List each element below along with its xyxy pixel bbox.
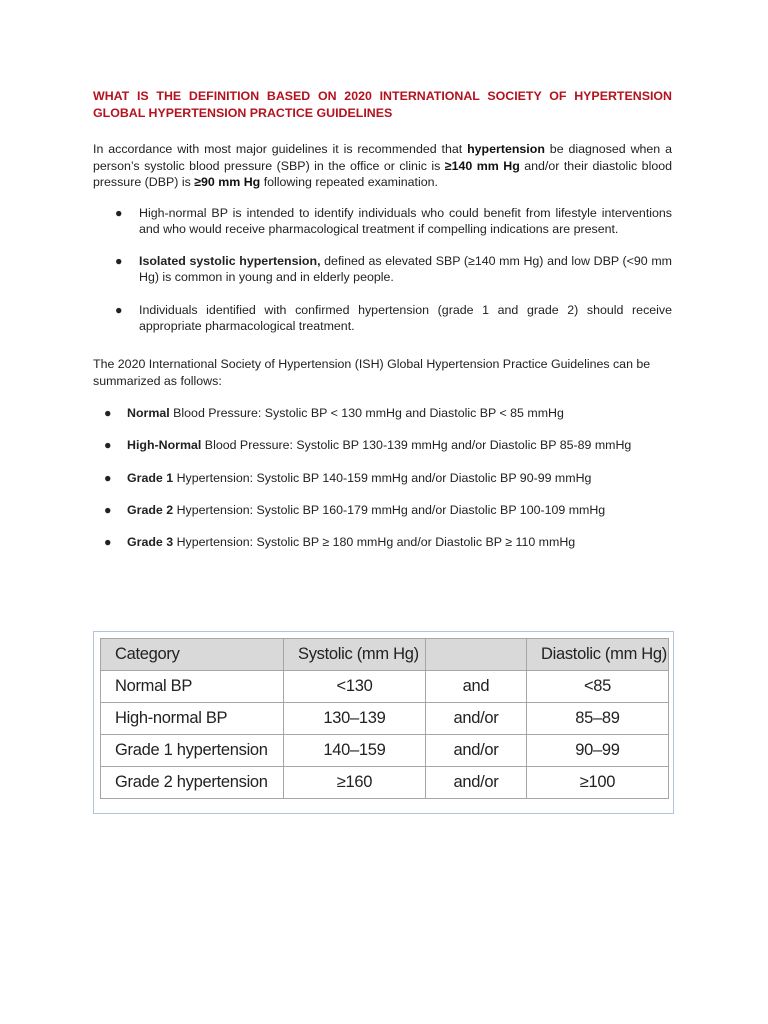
- list-item-text: Blood Pressure: Systolic BP 130-139 mmHg and/or Diastolic BP 85-89 mmHg: [201, 438, 632, 453]
- table-cell: High-normal BP: [101, 703, 284, 735]
- intro-bold-hypertension: hypertension: [467, 142, 545, 156]
- table-row: [101, 735, 669, 767]
- list-item: [93, 205, 672, 238]
- list-item: [93, 253, 672, 286]
- table-header-category: Category: [101, 639, 284, 671]
- list-item-text: Hypertension: Systolic BP 160-179 mmHg and/or Diastolic BP 100-109 mmHg: [173, 502, 606, 517]
- list-item: [93, 534, 672, 550]
- list-item: [93, 405, 672, 421]
- table-cell: Normal BP: [101, 671, 284, 703]
- table-cell: and/or: [426, 735, 527, 767]
- classification-bullet-list: [93, 405, 672, 550]
- bp-classification-table: [100, 638, 669, 799]
- list-item-bold: Grade 2: [127, 502, 174, 517]
- section-heading: WHAT IS THE DEFINITION BASED ON 2020 INTERNATIONAL SOCIETY OF HYPERTENSION GLOBAL HYPERTENSION PRACTICE GUIDELINES: [93, 89, 672, 120]
- table-cell: ≥100: [527, 767, 669, 799]
- table-cell: 85–89: [527, 703, 669, 735]
- intro-bold-dbp-threshold: ≥90 mm Hg: [194, 175, 261, 189]
- table-header-blank: [426, 639, 527, 671]
- bullet-icon: ●: [115, 205, 123, 220]
- list-item-text: defined as elevated SBP (≥140 mm Hg) and low DBP (<90 mm Hg) is common in young and in elderly people.: [139, 254, 672, 285]
- list-item-bold: Isolated systolic hypertension,: [139, 254, 321, 269]
- intro-paragraph: [93, 141, 672, 191]
- intro-text-4: following repeated examination.: [260, 175, 438, 189]
- bp-table-figure: [93, 631, 674, 814]
- bullet-icon: ●: [104, 406, 112, 421]
- list-item-bold: High-Normal: [127, 438, 202, 453]
- bullet-icon: ●: [115, 254, 123, 269]
- table-cell: and/or: [426, 767, 527, 799]
- list-item-text: High-normal BP is intended to identify individuals who could benefit from lifestyle interventions and who would receive pharmacological treatment if compelling indications are present.: [139, 205, 672, 236]
- list-item-bold: Normal: [127, 406, 170, 421]
- table-cell: and/or: [426, 703, 527, 735]
- table-row: [101, 767, 669, 799]
- table-row: [101, 703, 669, 735]
- bullet-icon: ●: [104, 470, 112, 485]
- list-item: [93, 502, 672, 518]
- table-cell: 90–99: [527, 735, 669, 767]
- table-header-row: [101, 639, 669, 671]
- intro-text-3: and/or their diastolic blood pressure (DBP) is: [93, 158, 672, 189]
- bullet-icon: ●: [104, 535, 112, 550]
- bullet-icon: ●: [104, 502, 112, 517]
- table-cell: <130: [284, 671, 426, 703]
- document-page: [93, 88, 672, 566]
- list-item-text: Individuals identified with confirmed hypertension (grade 1 and grade 2) should receive appropriate pharmacological treatment.: [139, 302, 672, 333]
- table-header-systolic: Systolic (mm Hg): [284, 639, 426, 671]
- list-item-text: Hypertension: Systolic BP ≥ 180 mmHg and/or Diastolic BP ≥ 110 mmHg: [173, 535, 576, 550]
- summary-intro: The 2020 International Society of Hypertension (ISH) Global Hypertension Practice Guidelines can be summarized as follows:: [93, 357, 651, 388]
- list-item-bold: Grade 3: [127, 535, 174, 550]
- table-cell: 140–159: [284, 735, 426, 767]
- table-cell: Grade 2 hypertension: [101, 767, 284, 799]
- list-item-text: Blood Pressure: Systolic BP < 130 mmHg and Diastolic BP < 85 mmHg: [169, 406, 564, 421]
- list-item-bold: Grade 1: [127, 470, 174, 485]
- bullet-icon: ●: [115, 302, 123, 317]
- intro-text-2: be diagnosed when a person’s systolic blood pressure (SBP) in the office or clinic is: [93, 142, 672, 173]
- list-item: [93, 302, 672, 335]
- table-header-diastolic: Diastolic (mm Hg): [527, 639, 669, 671]
- table-cell: ≥160: [284, 767, 426, 799]
- table-cell: 130–139: [284, 703, 426, 735]
- table-cell: and: [426, 671, 527, 703]
- bullet-icon: ●: [104, 438, 112, 453]
- table-row: [101, 671, 669, 703]
- list-item: [93, 470, 672, 486]
- table-cell: <85: [527, 671, 669, 703]
- intro-bold-sbp-threshold: ≥140 mm Hg: [444, 158, 520, 173]
- list-item: [93, 437, 672, 453]
- table-cell: Grade 1 hypertension: [101, 735, 284, 767]
- list-item-text: Hypertension: Systolic BP 140-159 mmHg and/or Diastolic BP 90-99 mmHg: [173, 470, 592, 485]
- intro-text-1: In accordance with most major guidelines it is recommended that: [93, 142, 468, 156]
- definition-bullet-list: [93, 205, 672, 335]
